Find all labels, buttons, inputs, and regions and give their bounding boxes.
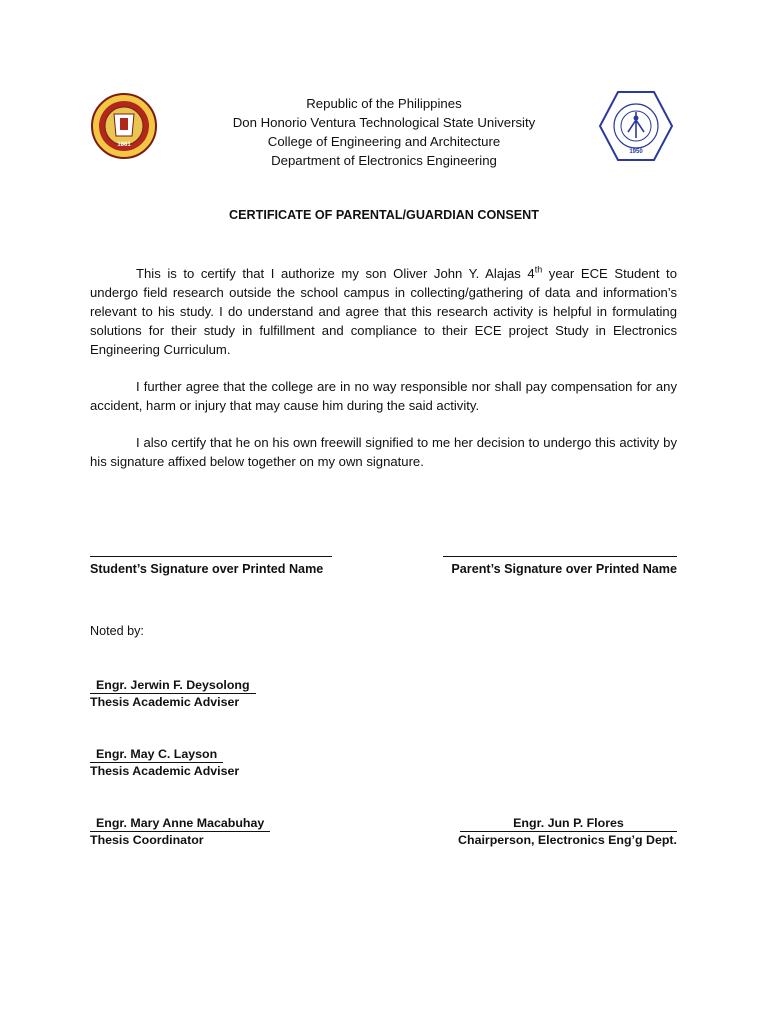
parent-signature-line — [443, 556, 677, 557]
student-signature-label: Student’s Signature over Printed Name — [90, 562, 324, 576]
p1-text-b: year ECE Student to undergo field research outside the school campus in collecting/gathering of data and information’s relevant to his study. I do understand and agree that this research activity is helpful in formulating solutions for their study in fulfillment and compliance to their ECE project Study in Electronics Engineering Curriculum. — [90, 266, 677, 357]
student-signature-line — [90, 556, 332, 557]
signatory-role: Chairperson, Electronics Eng’g Dept. — [458, 833, 677, 847]
document-title: CERTIFICATE OF PARENTAL/GUARDIAN CONSENT — [229, 208, 539, 222]
header-college: College of Engineering and Architecture — [267, 134, 501, 149]
signatory-role: Thesis Academic Adviser — [90, 764, 240, 778]
p1-superscript: th — [534, 264, 543, 275]
signatory-name: Engr. Jun P. Flores — [460, 815, 677, 832]
consent-paragraph-2: I further agree that the college are in no way responsible nor shall pay compensation for any accident, harm or injury that may cause him during the said activity. — [90, 379, 677, 413]
engineering-college-seal-icon — [598, 90, 674, 162]
header-country: Republic of the Philippines — [306, 96, 462, 111]
header-university: Don Honorio Ventura Technological State University — [232, 115, 536, 130]
left-seal-year: 1861 — [117, 142, 131, 148]
university-seal-icon — [90, 92, 158, 160]
signatory-name: Engr. Jerwin F. Deysolong — [90, 677, 256, 694]
consent-paragraph-3: I also certify that he on his own freewill signified to me her decision to undergo this activity by his signature affixed below together on my own signature. — [90, 435, 677, 469]
letterhead — [190, 94, 578, 170]
p1-text-a: This is to certify that I authorize my son Oliver John Y. Alajas 4 — [136, 266, 535, 281]
signatory-role: Thesis Academic Adviser — [90, 695, 240, 709]
consent-paragraph-1 — [90, 264, 677, 359]
parent-signature-label: Parent’s Signature over Printed Name — [451, 562, 677, 576]
signatory-name: Engr. Mary Anne Macabuhay — [90, 815, 270, 832]
right-seal-year: 1950 — [629, 149, 643, 155]
noted-by-label: Noted by: — [90, 624, 144, 638]
signatory-role: Thesis Coordinator — [90, 833, 204, 847]
signatory-name: Engr. May C. Layson — [90, 746, 223, 763]
header-department: Department of Electronics Engineering — [271, 153, 497, 168]
